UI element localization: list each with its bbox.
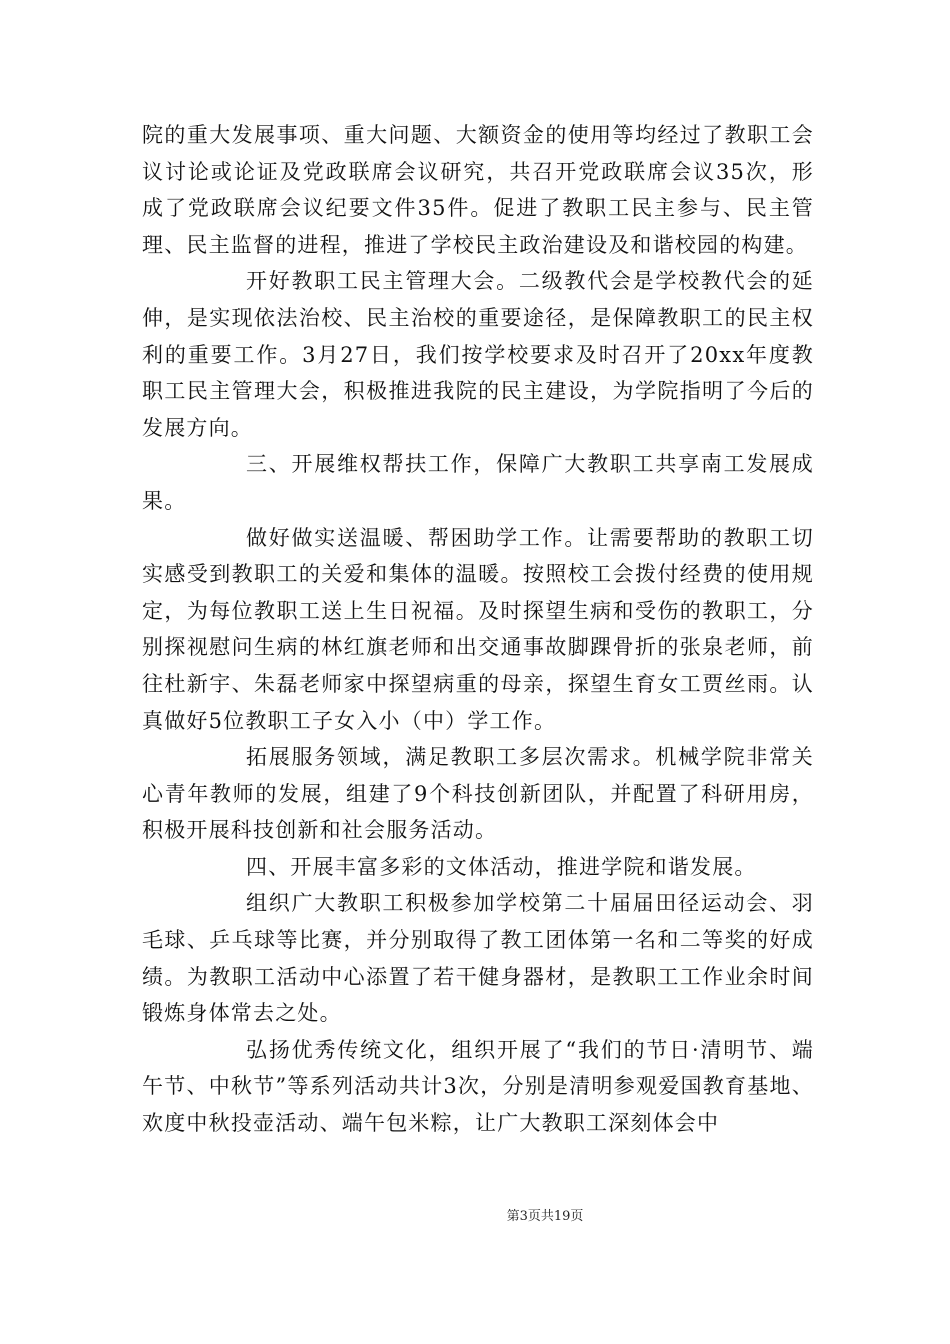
paragraph-2: 开好教职工民主管理大会。二级教代会是学校教代会的延伸，是实现依法治校、民主治校的重要途径，是保障教职工的民主权利的重要工作。3月27日，我们按学校要求及时召开了20xx年度教职工民主管理大会，积极推进我院的民主建设，为学院指明了今后的发展方向。 (142, 269, 814, 440)
document-body (142, 117, 814, 1142)
page-number-label: 第3页共19页 (506, 1209, 584, 1224)
page-footer (0, 1208, 950, 1226)
paragraph-1: 院的重大发展事项、重大问题、大额资金的使用等均经过了教职工会议讨论或论证及党政联席会议研究，共召开党政联席会议35次，形成了党政联席会议纪要文件35件。促进了教职工民主参与、民主管理、民主监督的进程，推进了学校民主政治建设及和谐校园的构建。 (142, 123, 814, 257)
section-heading-3: 三、开展维权帮扶工作，保障广大教职工共享南工发展成果。 (142, 452, 814, 513)
paragraph-5: 拓展服务领域，满足教职工多层次需求。机械学院非常关心青年教师的发展，组建了9个科技创新团队，并配置了科研用房，积极开展科技创新和社会服务活动。 (142, 745, 814, 843)
section-heading-4: 四、开展丰富多彩的文体活动，推进学院和谐发展。 (246, 854, 757, 879)
paragraph-7: 组织广大教职工积极参加学校第二十届届田径运动会、羽毛球、乒乓球等比赛，并分别取得了教工团体第一名和二等奖的好成绩。为教职工活动中心添置了若干健身器材，是教职工工作业余时间锻炼身体常去之处。 (142, 891, 814, 1026)
paragraph-8: 弘扬优秀传统文化，组织开展了“我们的节日·清明节、端午节、中秋节”等系列活动共计3次，分别是清明参观爱国教育基地、欢度中秋投壶活动、端午包米粽，让广大教职工深刻体会中 (142, 1037, 814, 1136)
paragraph-4: 做好做实送温暖、帮困助学工作。让需要帮助的教职工切实感受到教职工的关爱和集体的温暖。按照校工会拨付经费的使用规定，为每位教职工送上生日祝福。及时探望生病和受伤的教职工，分别探视慰问生病的林红旗老师和出交通事故脚踝骨折的张泉老师，前往杜新宇、朱磊老师家中探望病重的母亲，探望生育女工贾丝雨。认真做好5位教职工子女入小（中）学工作。 (142, 525, 814, 733)
